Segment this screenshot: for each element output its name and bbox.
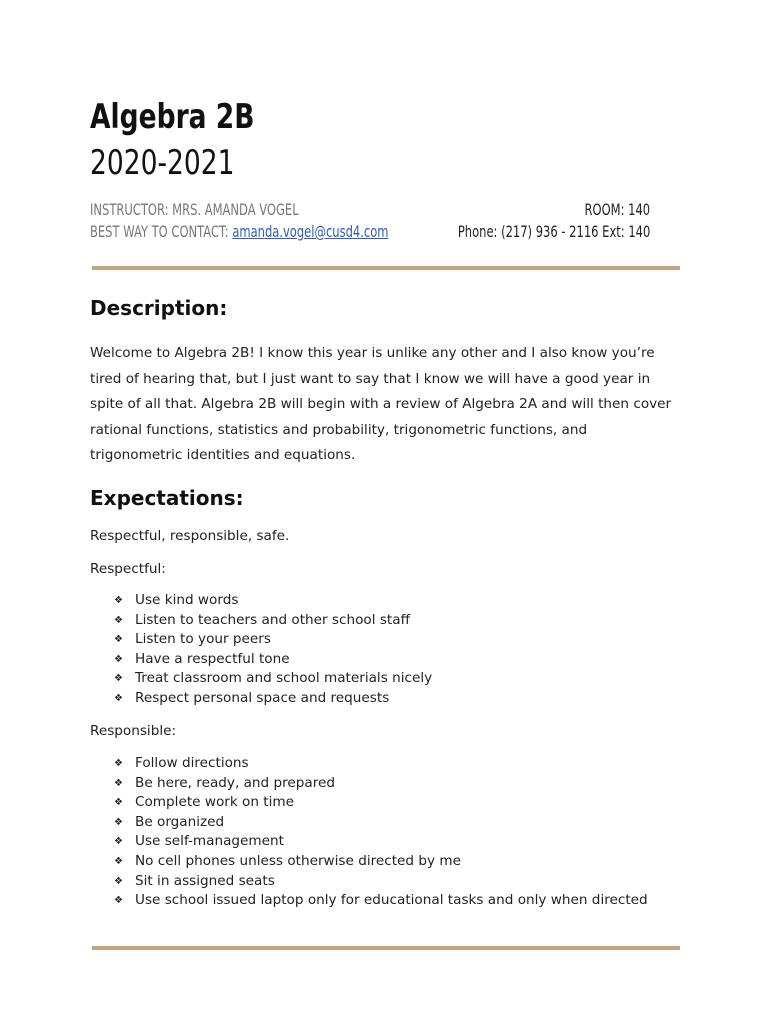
diamond-bullet-icon: ❖ bbox=[114, 692, 123, 704]
diamond-bullet-icon: ❖ bbox=[114, 673, 123, 685]
respectful-list bbox=[114, 591, 432, 709]
list-item bbox=[114, 689, 432, 709]
course-title: Algebra 2B bbox=[90, 97, 255, 137]
list-item bbox=[114, 591, 432, 611]
description-paragraph: Welcome to Algebra 2B! I know this year is unlike any other and I also know you’re tired of hearing that, but I just want to say that I know we will have a good year in spite of all that. Algebra 2B will begin with a review of Algebra 2A and will then cover rational functions, statistics and probability, trigonometric functions, and trigonometric identities and equations. bbox=[90, 345, 672, 463]
school-year: 2020-2021 bbox=[90, 143, 235, 183]
list-item-text: No cell phones unless otherwise directed by me bbox=[135, 852, 461, 869]
top-divider bbox=[92, 266, 680, 270]
room-number: ROOM: 140 bbox=[584, 200, 650, 219]
diamond-bullet-icon: ❖ bbox=[114, 758, 123, 769]
diamond-bullet-icon: ❖ bbox=[114, 777, 123, 789]
list-item-text: Use self-management bbox=[135, 833, 284, 850]
list-item bbox=[114, 793, 648, 813]
diamond-bullet-icon: ❖ bbox=[114, 797, 123, 809]
contact-label: BEST WAY TO CONTACT: bbox=[90, 222, 233, 241]
contact-email-link[interactable]: amanda.vogel@cusd4.com bbox=[232, 222, 389, 241]
list-item-text: Treat classroom and school materials nicely bbox=[135, 670, 433, 687]
instructor-line: INSTRUCTOR: MRS. AMANDA VOGEL bbox=[90, 200, 299, 219]
list-item bbox=[114, 832, 648, 852]
list-item bbox=[114, 650, 432, 670]
list-item-text: Respect personal space and requests bbox=[135, 689, 390, 706]
list-item bbox=[114, 630, 432, 650]
diamond-bullet-icon: ❖ bbox=[114, 875, 123, 887]
diamond-bullet-icon: ❖ bbox=[114, 836, 123, 848]
list-item-text: Use school issued laptop only for educational tasks and only when directed bbox=[135, 892, 648, 909]
list-item-text: Be here, ready, and prepared bbox=[135, 774, 336, 791]
list-item bbox=[114, 852, 648, 872]
list-item bbox=[114, 891, 648, 911]
description-heading: Description: bbox=[90, 296, 228, 320]
diamond-bullet-icon: ❖ bbox=[114, 634, 123, 646]
list-item-text: Use kind words bbox=[135, 592, 239, 608]
list-item-text: Complete work on time bbox=[135, 794, 295, 811]
diamond-bullet-icon: ❖ bbox=[114, 595, 123, 606]
diamond-bullet-icon: ❖ bbox=[114, 895, 123, 907]
list-item-text: Sit in assigned seats bbox=[135, 872, 275, 889]
expectations-heading: Expectations: bbox=[90, 486, 244, 510]
contact-line bbox=[90, 222, 389, 242]
diamond-bullet-icon: ❖ bbox=[114, 816, 123, 828]
diamond-bullet-icon: ❖ bbox=[114, 614, 123, 626]
diamond-bullet-icon: ❖ bbox=[114, 855, 123, 867]
list-item bbox=[114, 669, 432, 689]
list-item bbox=[114, 774, 648, 794]
phone-number: Phone: (217) 936 - 2116 Ext: 140 bbox=[457, 222, 650, 241]
respectful-label: Respectful: bbox=[90, 561, 166, 577]
diamond-bullet-icon: ❖ bbox=[114, 653, 123, 665]
list-item bbox=[114, 872, 648, 892]
responsible-list bbox=[114, 754, 648, 911]
list-item-text: Listen to teachers and other school staff bbox=[135, 611, 410, 628]
list-item bbox=[114, 813, 648, 833]
list-item bbox=[114, 754, 648, 774]
list-item-text: Listen to your peers bbox=[135, 631, 271, 648]
list-item-text: Be organized bbox=[135, 813, 225, 830]
list-item-text: Have a respectful tone bbox=[135, 650, 290, 667]
list-item-text: Follow directions bbox=[135, 755, 249, 771]
responsible-label: Responsible: bbox=[90, 723, 177, 739]
bottom-divider bbox=[92, 946, 680, 950]
expectations-motto: Respectful, responsible, safe. bbox=[90, 528, 290, 544]
list-item bbox=[114, 611, 432, 631]
